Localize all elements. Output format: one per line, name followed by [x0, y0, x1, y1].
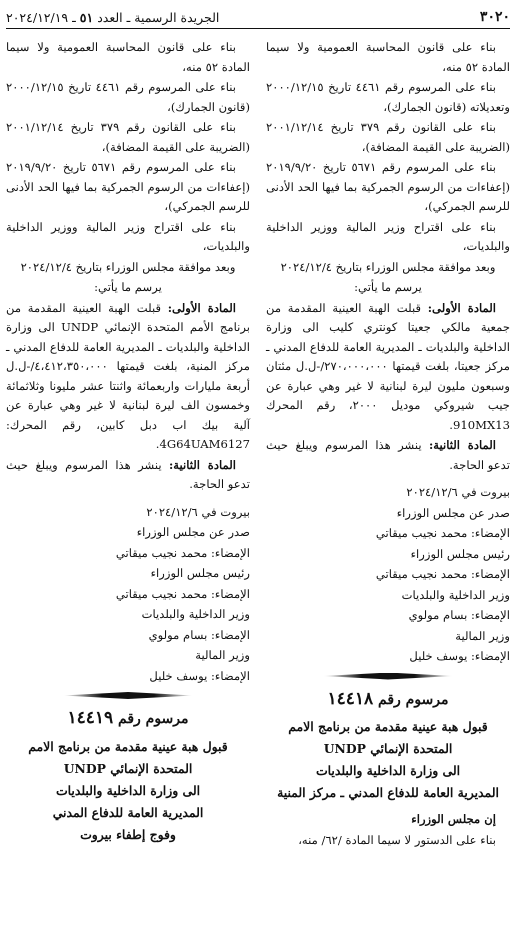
signature-name-1: الإمضاء: محمد نجيب ميقاتي: [375, 526, 510, 540]
article-2-label: المادة الثانية:: [429, 438, 496, 452]
signature-name-3: الإمضاء: بسام مولوي: [408, 608, 510, 622]
decree-subject-line-3: الى وزارة الداخلية والبلديات: [315, 763, 461, 778]
article-2: [266, 436, 510, 475]
signature-office-1: صدر عن مجلس الوزراء: [136, 525, 250, 539]
decree-label: مرسوم رقم: [118, 711, 189, 727]
preamble-5: بناء على اقتراح وزير المالية ووزير الداخلية والبلديات،: [6, 219, 250, 253]
signature-name-4: الإمضاء: يوسف خليل: [149, 668, 250, 683]
article-2-text: ينشر هذا المرسوم ويبلغ حيث تدعو الحاجة.: [266, 438, 510, 472]
signature-office-4: وزير المالية: [195, 648, 250, 662]
preamble-2: بناء على المرسوم رقم ٤٤٦١ تاريخ ٢٠٠٠/١٢/١٥ (قانون الجمارك)،: [6, 80, 250, 114]
signature-name-3: الإمضاء: بسام مولوي: [148, 627, 250, 642]
signature-office-3: وزير الداخلية والبلديات: [401, 587, 510, 602]
page-number: ٣٠٢٠: [479, 9, 510, 25]
article-1: [266, 299, 510, 436]
decree-number: ١٤٤١٩: [67, 708, 114, 728]
council-heading: إن مجلس الوزراء: [411, 812, 496, 826]
decree-subject-line-1: قبول هبة عينية مقدمة من برنامج الامم: [28, 738, 228, 754]
right-column: [266, 38, 510, 851]
article-1-text: قبلت الهبة العينية المقدمة من جمعية مالكي جعيتا كونتري كليب الى وزارة الداخلية والبلديات ـ المديرية العامة للدفاع المدني ـ مركز جعيتا، بلغت قيمتها ٢٧٠،٠٠٠،٠٠٠/-ل.ل مئتان وسبعون مليون ليرة لبنانية لا غير وهي عبارة عن جيب شيروكي موديل ٢٠٠٠، رقم المحرك 910MX13.: [266, 300, 511, 432]
article-1-label: المادة الأولى:: [427, 300, 497, 315]
signature-office-2: رئيس مجلس الوزراء: [150, 566, 250, 580]
place-date: بيروت في ٢٠٢٤/١٢/٦: [146, 504, 250, 519]
section-divider: [323, 673, 453, 680]
decree-title: [6, 709, 250, 730]
decree-subject-line-4: المديرية العامة للدفاع المدني: [52, 804, 204, 820]
journal-title: الجريدة الرسمية ـ العدد: [97, 9, 220, 25]
signature-name-2: الإمضاء: محمد نجيب ميقاتي: [375, 567, 510, 581]
preamble-5: بناء على اقتراح وزير المالية ووزير الداخلية والبلديات،: [266, 219, 510, 253]
preamble-3: بناء على القانون رقم ٣٧٩ تاريخ ٢٠٠١/١٢/١٤ (الضريبة على القيمة المضافة)،: [6, 120, 250, 154]
decree-subject-line-2: المتحدة الإنمائي UNDP: [323, 741, 453, 756]
preamble-4: بناء على المرسوم رقم ٥٦٧١ تاريخ ٢٠١٩/٩/٢٠ (إعفاءات من الرسوم الجمركية بما فيها الحد الأدنى للرسم الجمركي)،: [266, 160, 510, 213]
constitution-reference: بناء على الدستور لا سيما المادة /٦٢/ منه،: [298, 832, 496, 847]
issue-date: ـ ٢٠٢٤/١٢/١٩: [6, 9, 76, 25]
header-journal-info: [6, 10, 219, 25]
preamble-1: بناء على قانون المحاسبة العمومية ولا سيما المادة ٥٢ منه،: [6, 40, 250, 74]
signature-office-4: وزير المالية: [455, 628, 510, 643]
article-1: [6, 299, 250, 455]
section-divider: [63, 692, 193, 699]
signature-name-2: الإمضاء: محمد نجيب ميقاتي: [115, 586, 250, 601]
decree-subject-line-4: المديرية العامة للدفاع المدني ـ مركز المنية: [277, 785, 499, 800]
signature-office-3: وزير الداخلية والبلديات: [141, 607, 250, 621]
article-2: [6, 456, 250, 495]
decree-intro: يرسم ما يأتي:: [354, 280, 422, 294]
place-date: بيروت في ٢٠٢٤/١٢/٦: [406, 485, 510, 499]
decree-title: [266, 690, 510, 711]
left-column: [6, 38, 250, 846]
signature-name-4: الإمضاء: يوسف خليل: [409, 649, 510, 663]
preamble-2: بناء على المرسوم رقم ٤٤٦١ تاريخ ٢٠٠٠/١٢/١٥ وتعديلاته (قانون الجمارك)،: [266, 80, 510, 114]
decree-subject-line-3: الى وزارة الداخلية والبلديات: [55, 782, 201, 798]
decree-intro: يرسم ما يأتي:: [94, 280, 162, 294]
signature-office-2: رئيس مجلس الوزراء: [410, 546, 510, 561]
preamble-1: بناء على قانون المحاسبة العمومية ولا سيما المادة ٥٢ منه،: [266, 40, 510, 74]
signature-name-1: الإمضاء: محمد نجيب ميقاتي: [115, 545, 250, 560]
decree-label: مرسوم رقم: [378, 691, 449, 708]
issue-number: ٥١: [79, 9, 94, 25]
decree-number: ١٤٤١٨: [327, 688, 374, 709]
preamble-3: بناء على القانون رقم ٣٧٩ تاريخ ٢٠٠١/١٢/١٤ (الضريبة على القيمة المضافة)،: [266, 120, 510, 154]
approval-line: وبعد موافقة مجلس الوزراء بتاريخ ٢٠٢٤/١٢/٤: [280, 259, 496, 274]
page-header: [6, 6, 510, 29]
preamble-4: بناء على المرسوم رقم ٥٦٧١ تاريخ ٢٠١٩/٩/٢٠ (إعفاءات من الرسوم الجمركية بما فيها الحد الأدنى للرسم الجمركي)،: [6, 160, 250, 213]
article-1-text: قبلت الهبة العينية المقدمة من برنامج الأمم المتحدة الإنمائي UNDP الى وزارة الداخلية والبلديات ـ المديرية العامة للدفاع المدني ـ مركز المنية، بلغت قيمتها ٤،٤١٢،٣٥٠،٠٠٠/-ل.ل أربعة مليارات واربعمائة واثنتا عشر مليونا وثلاثمائة وخمسون الف ليرة لبنانية لا غير وهي عبارة عن آلية بيك اب دبل كابين، رقم المحرك: 4G64UAM6127.: [6, 300, 250, 451]
article-2-text: ينشر هذا المرسوم ويبلغ حيث تدعو الحاجة.: [6, 457, 250, 491]
article-1-label: المادة الأولى:: [167, 300, 237, 315]
article-2-label: المادة الثانية:: [169, 457, 236, 472]
decree-subject-line-2: المتحدة الإنمائي UNDP: [63, 760, 193, 776]
approval-line: وبعد موافقة مجلس الوزراء بتاريخ ٢٠٢٤/١٢/٤: [20, 259, 236, 274]
signature-office-1: صدر عن مجلس الوزراء: [396, 505, 510, 520]
decree-subject-line-1: قبول هبة عينية مقدمة من برنامج الامم: [288, 719, 488, 734]
decree-subject-line-5: وفوج إطفاء بيروت: [80, 826, 176, 842]
